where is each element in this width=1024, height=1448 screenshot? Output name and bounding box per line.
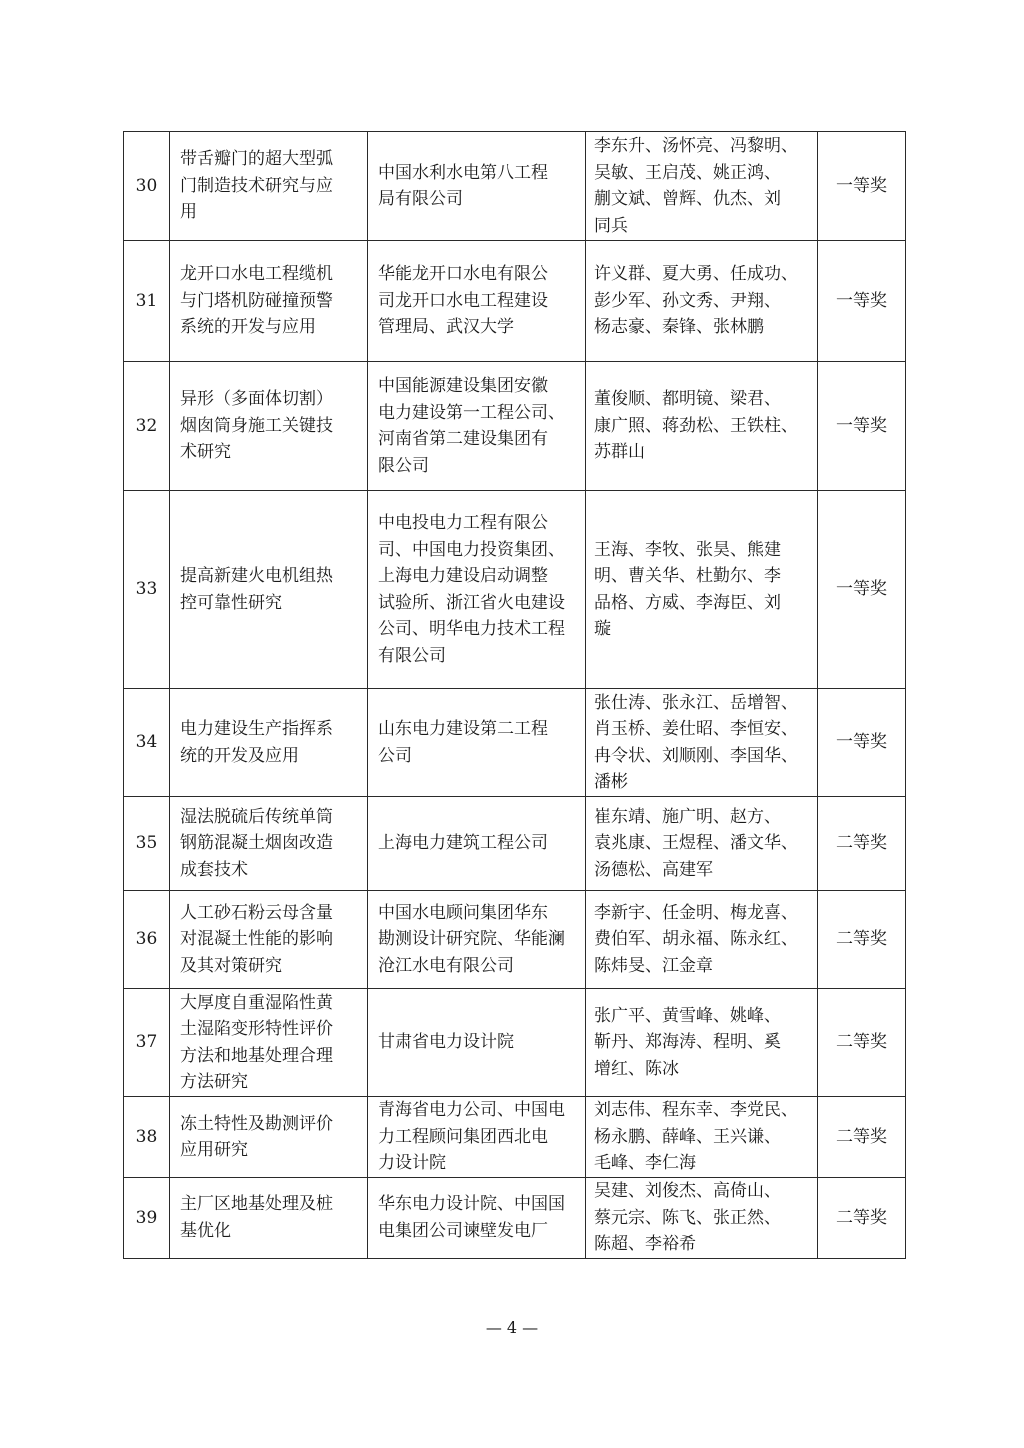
contributors-cell [586,1097,818,1178]
project-name-cell [170,241,368,362]
contributors-cell [586,1178,818,1259]
organization: 中国水电顾问集团华东 勘测设计研究院、华能澜 沧江水电有限公司 [378,902,565,976]
contributors: 李东升、汤怀亮、冯黎明、 吴敏、王启茂、姚正鸿、 蒯文斌、曾辉、仇杰、刘 同兵 [594,136,798,236]
organization-cell [368,132,586,241]
organization-cell [368,362,586,491]
award-level-cell [818,362,906,491]
table-row [124,797,906,891]
project-number: 38 [135,1126,158,1147]
contributors-cell [586,491,818,689]
project-name: 龙开口水电工程缆机 与门塔机防碰撞预警 系统的开发与应用 [180,264,333,338]
organization: 华能龙开口水电有限公 司龙开口水电工程建设 管理局、武汉大学 [378,264,548,338]
table-row [124,1178,906,1259]
project-number: 36 [135,929,158,950]
project-name: 电力建设生产指挥系 统的开发及应用 [180,719,333,766]
organization-cell [368,241,586,362]
award-level: 二等奖 [836,833,887,854]
organization-cell [368,989,586,1097]
contributors: 崔东靖、施广明、赵方、 袁兆康、王煜程、潘文华、 汤德松、高建军 [594,806,798,880]
project-name-cell [170,132,368,241]
project-number: 32 [135,415,158,436]
project-number: 35 [135,833,158,854]
award-level: 二等奖 [836,929,887,950]
project-number-cell [124,1097,170,1178]
project-number-cell [124,491,170,689]
project-name-cell [170,989,368,1097]
project-name: 提高新建火电机组热 控可靠性研究 [180,566,333,613]
table-row [124,1097,906,1178]
project-number-cell [124,989,170,1097]
contributors-cell [586,132,818,241]
organization-cell [368,1178,586,1259]
table-row [124,362,906,491]
award-level: 一等奖 [836,175,887,196]
awards-table [123,131,906,1259]
project-name: 人工砂石粉云母含量 对混凝土性能的影响 及其对策研究 [180,902,333,976]
contributors: 张仕涛、张永江、岳增智、 肖玉桥、姜仕昭、李恒安、 冉令状、刘顺刚、李国华、 潘彬 [594,692,798,792]
project-number: 39 [135,1207,158,1228]
project-number-cell [124,241,170,362]
award-level: 二等奖 [836,1126,887,1147]
project-number-cell [124,362,170,491]
contributors: 王海、李牧、张昊、熊建 明、曹关华、杜勤尔、李 品格、方威、李海臣、刘 璇 [594,539,781,639]
organization: 甘肃省电力设计院 [378,1032,514,1053]
project-number-cell [124,132,170,241]
award-level-cell [818,989,906,1097]
award-level-cell [818,1178,906,1259]
award-level-cell [818,1097,906,1178]
contributors: 刘志伟、程东幸、李党民、 杨永鹏、薛峰、王兴谦、 毛峰、李仁海 [594,1100,798,1174]
project-number-cell [124,1178,170,1259]
award-level: 二等奖 [836,1207,887,1228]
project-number: 34 [135,732,158,753]
organization: 华东电力设计院、中国国 电集团公司谏壁发电厂 [378,1194,565,1241]
page-number: — 4 — [485,1318,539,1337]
table-row [124,989,906,1097]
contributors: 张广平、黄雪峰、姚峰、 靳丹、郑海涛、程明、奚 增红、陈冰 [594,1005,781,1079]
organization: 中国能源建设集团安徽 电力建设第一工程公司、 河南省第二建设集团有 限公司 [378,376,565,476]
project-number: 30 [135,175,158,196]
award-level: 一等奖 [836,415,887,436]
organization-cell [368,491,586,689]
award-level-cell [818,797,906,891]
project-name: 主厂区地基处理及桩 基优化 [180,1194,333,1241]
organization-cell [368,891,586,989]
organization: 青海省电力公司、中国电 力工程顾问集团西北电 力设计院 [378,1100,565,1174]
project-name-cell [170,362,368,491]
contributors: 董俊顺、都明镜、梁君、 康广照、蒋劲松、王铁柱、 苏群山 [594,389,798,463]
contributors-cell [586,797,818,891]
project-name: 湿法脱硫后传统单筒 钢筋混凝土烟囱改造 成套技术 [180,806,333,880]
award-level: 一等奖 [836,732,887,753]
contributors-cell [586,362,818,491]
contributors-cell [586,891,818,989]
organization: 中国水利水电第八工程 局有限公司 [378,162,548,209]
project-name: 带舌瓣门的超大型弧 门制造技术研究与应 用 [180,149,333,223]
award-level-cell [818,241,906,362]
project-name-cell [170,1097,368,1178]
project-number-cell [124,891,170,989]
award-level-cell [818,689,906,797]
contributors-cell [586,689,818,797]
contributors-cell [586,241,818,362]
project-name: 冻土特性及勘测评价 应用研究 [180,1113,333,1160]
project-number: 37 [135,1032,158,1053]
organization-cell [368,797,586,891]
organization-cell [368,1097,586,1178]
project-name-cell [170,1178,368,1259]
award-level-cell [818,491,906,689]
project-name-cell [170,689,368,797]
table-row [124,891,906,989]
award-level-cell [818,132,906,241]
award-level: 一等奖 [836,290,887,311]
project-name: 大厚度自重湿陷性黄 土湿陷变形特性评价 方法和地基处理合理 方法研究 [180,992,333,1092]
project-name-cell [170,797,368,891]
project-number: 31 [135,290,158,311]
table-row [124,491,906,689]
project-number-cell [124,689,170,797]
project-name-cell [170,491,368,689]
organization-cell [368,689,586,797]
award-level-cell [818,891,906,989]
project-number: 33 [135,579,158,600]
contributors: 许义群、夏大勇、任成功、 彭少军、孙文秀、尹翔、 杨志豪、秦锋、张林鹏 [594,264,798,338]
table-row [124,689,906,797]
contributors: 李新宇、任金明、梅龙喜、 费伯军、胡永福、陈永红、 陈炜旻、江金章 [594,902,798,976]
organization: 中电投电力工程有限公 司、中国电力投资集团、 上海电力建设启动调整 试验所、浙江省火电建设 公司、明华电力技术工程 有限公司 [378,513,565,666]
award-level: 一等奖 [836,579,887,600]
project-name: 异形（多面体切割） 烟囱筒身施工关键技 术研究 [180,389,333,463]
award-level: 二等奖 [836,1032,887,1053]
table-row [124,241,906,362]
organization: 上海电力建筑工程公司 [378,833,548,854]
table-row [124,132,906,241]
contributors-cell [586,989,818,1097]
project-name-cell [170,891,368,989]
organization: 山东电力建设第二工程 公司 [378,719,548,766]
contributors: 吴建、刘俊杰、高倚山、 蔡元宗、陈飞、张正然、 陈超、李裕希 [594,1181,781,1254]
project-number-cell [124,797,170,891]
